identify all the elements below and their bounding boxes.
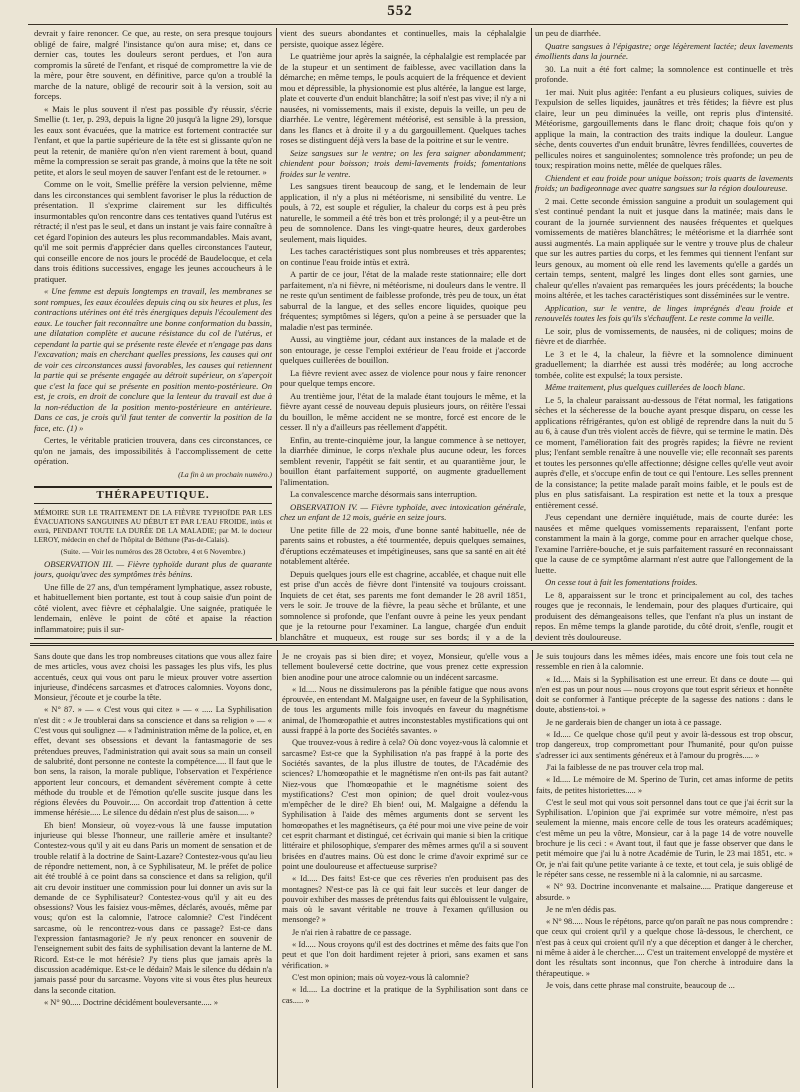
paragraph: J'ai la faiblesse de ne pas trouver cela trop mal. xyxy=(546,762,704,772)
page-number: 552 xyxy=(387,3,413,19)
paragraph: vient des sueurs abondantes et continuelles, mais la céphalalgie persiste, quoique assez légère. xyxy=(280,28,526,49)
observation-heading: OBSERVATION III. — Fièvre typhoïde durant plus de quarante jours, quoiqu'avec des symptômes très bénins. xyxy=(34,558,272,579)
paragraph: Les taches caractéristiques sont plus nombreuses et très apparentes; on continue l'eau froide intùs et extrà. xyxy=(280,246,526,267)
paragraph: Je suis toujours dans les mêmes idées, mais encore une fois tout cela ne ressemble en rien à la calomnie. xyxy=(536,652,793,672)
paragraph: Sans doute que dans les trop nombreuses citations que vous allez faire de mes articles, vous avez choisi les passages les plus vifs, les plus accentués, ceux qui vous ont paru le mieux prouver votre assertion injurieuse, d'indécens sarcasmes et d'atroces calomnies. Voyons donc, Monsieur, j'écoute et je courbe la tête. xyxy=(34,652,272,703)
upper-column-2 xyxy=(280,28,526,641)
quotation: « Mais le plus souvent il n'est pas possible d'y réussir, s'écrie Smellie (t. 1er, p. 293, depuis la ligne 20 jusqu'à la ligne 29), lorsque les eaux sont évacuées, que la matrice est fortement contractée sur l'enfant, et que la partie supérieure de la tête est si glissante qu'on ne peut la retenir, de manière qu'on n'en vient rarement à bout, quand même la compression se serait pas grande, à moins que la tête ne soit petite, et alors le seul moyen de sauver l'enfant est de le retourner. » xyxy=(34,103,272,177)
paragraph: Même traitement, plus quelques cuillerées de looch blanc. xyxy=(545,382,746,392)
paragraph: Le 3 et le 4, la chaleur, la fièvre et la somnolence diminuent graduellement; la diarrhée est aussi très modérée; au long accroche tombée, colite est expulsé; la toux persiste. xyxy=(535,348,793,380)
quotation: « Id..... La doctrine et la pratique de la Syphilisation sont dans ce cas..... » xyxy=(282,985,528,1005)
column-rule xyxy=(276,28,277,641)
paragraph: Eh bien! Monsieur, où voyez-vous là une fausse imputation injurieuse qui blesse l'honneur, une raillerie amère et insultante? Contestez-vous qu'il y ait eu dans Paris un moment de sensation et de trouble relatif à la doctrine de Saint-Lazare? Contestez-vous qu'au lieu de répondre nettement, non, à ce Syphilisateur, M. le préfet de police ait été troublé à ce point dans sa conscience et dans sa religion, qu'il ait cru devoir instituer une commission pour lui donner un avis sur la demande de ce Syphilisateur? Contestez-vous qu'il y ait eu des obsessions? Vous les faisiez vous-mêmes, déclarés, avoués, même par vous; qu'on est la calomnie, l'atroce calomnie? C'est l'indécent sarcasme, où le rencontrez-vous dans ce passage? Est-ce dans l'expression fantasmagorie? Je n'y peux renoncer en souvenir de l'enseignement subit des faits de syphilisation devant la lanterne de M. Ricord. Est-ce le mot hérésie? J'y tiens plus que jamais après la discussion académique. Est-ce le dédain? Mais le silence du dédain n'a jamais passé pour du sarcasme. Voyons vite si vous êtes plus heureux dans la seconde citation. xyxy=(34,820,272,995)
paragraph: 30. La nuit a été fort calme; la somnolence est continuelle et très profonde. xyxy=(535,63,793,84)
paragraph: On cesse tout à fait les fomentations froides. xyxy=(545,577,698,587)
paragraph: Que trouvez-vous à redire à cela? Où donc voyez-vous là calomnie et sarcasme? Est-ce que la Syphilisation n'a pas frappé à la porte des Sociétés savantes, de la plus illustre de toutes, de l'Académie des sciences? L'homœopathie et le magnétisme n'en ont-ils pas fait autant? Niez-vous que l'homœopathie et le magnétisme soient des mystifications? C'est mon opinion; de quel droit voulez-vous m'empêcher de le dire? Eh bien! oui, M. Malgaigne a défendu la Syphilisation à l'aide des mêmes arguments dont se servent les homœopathes et les magnétiseurs, ça été pour moi une vive peine de voir cet esprit charmant et distingué, cet écrivain qui manie si bien la critique littéraire et philosophique, s'emparer des mêmes armes qu'il a si souvent brisées en d'autres mains. Où est donc le crime d'avoir exprimé sur ce point une douloureuse et affectueuse surprise? xyxy=(282,738,528,871)
footnote xyxy=(34,638,272,641)
lower-column-3 xyxy=(536,652,793,1088)
upper-column-3 xyxy=(535,28,793,641)
paragraph: Certes, le véritable praticien trouvera, dans ces circonstances, ce qu'on ne jamais, des impossibilités à l'accomplissement de cette opération. xyxy=(34,435,272,466)
paragraph: 2 mai. Cette seconde émission sanguine a produit un soulagement qui s'est continué pendant la nuit et jusque dans la matinée; mais dans le courant de la journée surviennent des nausées fréquentes et quelques vomissements de matières blanchâtres; le météorisme et la diarrhée sont aussi augmentés. La main appliquée sur le ventre y trouve plus de chaleur que sur les autres parties du corps, et les femmes qui tiennent l'enfant sur leurs genoux, au moment où elle rend les lavements qu'elle a gardés un certain temps, sentent, malgré les linges dont elles sont garnies, une chaleur qu'elles n'avaient pas remarquées les jours précédents; la bouche moins altérée, et les taches caractéristiques sont disséminées sur le ventre. xyxy=(535,195,793,300)
quotation: « Id..... Le mémoire de M. Sperino de Turin, cet amas informe de petits faits, de petites historiettes..... » xyxy=(536,775,793,795)
paragraph: Les sangsues tirent beaucoup de sang, et le lendemain de leur application, il n'y a plus ni météorisme, ni sensibilité du ventre. Le pouls, à 72, est souple et régulier, la chaleur du corps est à peu près naturelle, le sommeil a été très bon et très prolongé; il y a peut-être un peu de somnolence. Dans les vingt-quatre heures, deux garderobes seulement, mais liquides. xyxy=(280,181,526,244)
paragraph: Application, sur le ventre, de linges imprégnés d'eau froide et renouvelés toutes les fois qu'ils s'échauffent. Le reste comme la veille. xyxy=(535,302,793,323)
paragraph: La convalescence marche désormais sans interruption. xyxy=(290,489,478,499)
lower-column-2 xyxy=(282,652,528,1088)
continued-note: (La fin à un prochain numéro.) xyxy=(178,469,272,479)
observation-heading: OBSERVATION IV. — Fièvre typhoïde, avec intoxication générale, chez un enfant de 12 mois, guérie en seize jours. xyxy=(280,501,526,522)
upper-column-1 xyxy=(34,28,272,641)
paragraph: Une fille de 27 ans, d'un tempérament lymphatique, assez robuste, et habituellement bien portante, est tout à coup saisie d'un point de côté violent, avec fièvre et céphalalgie. Une saignée, pratiquée le lendemain, enlève le point de côté et apaise la réaction inflammatoire; puis il sur- xyxy=(34,581,272,634)
header-rule xyxy=(28,24,788,25)
paragraph: Seize sangsues sur le ventre; on les fera saigner abondamment; chiendent pour boisson; trois demi-lavements froids; fomentations froides sur le ventre. xyxy=(280,147,526,179)
quotation: « N° 87. » — « C'est vous qui citez » — « ..... La Syphilisation n'est dit : « Je troublerai dans sa conscience et dans sa religion » — « C'est vous qui soulignez — « l'administration même de la police, et, en effet, devant ses obsessions et devant la fantasmagorie de ses prétendues preuves, l'administration qui avait sous sa main un conseil de salubrité, dont personne ne conteste la compétence..... Il faut que le bon sens, la raison, la morale publique, l'observation et l'expérience apportent leur concours, et demandent sévèrement compte à cette méthode du trouble et de l'émotion qu'elle suscite jusque dans les régions élevées du Pouvoir..... On accordait trop d'attention à cette immense hérésie..... Le silence du dédain n'est plus de saison..... » xyxy=(34,705,272,818)
paragraph: Aussi, au vingtième jour, cédant aux instances de la malade et de son entourage, je cesse l'emploi extérieur de l'eau froide et j'accorde quelques cuillerées de bouillon. xyxy=(280,334,526,365)
paragraph: un peu de diarrhée. xyxy=(535,28,601,38)
column-rule xyxy=(277,650,278,1088)
paragraph: C'est mon opinion; mais où voyez-vous là calomnie? xyxy=(292,972,470,982)
quotation: « Une femme est depuis longtemps en travail, les membranes se sont rompues, les eaux écoulées depuis cinq ou six heures et plus, les contractions utérines ont été très énergiques depuis l'écoulement des eaux. Le toucher fait reconnaître une bonne conformation du bassin, une dilatation complète et aucune résistance du col de l'utérus, et cependant la partie qui se présente reste élevée et n'engage pas dans l'excavation; mais en cherchant quelles pressions, les causes qui ont de voir ces circonstances aussi favorables, les causes qui retiennent la partie qui se présente engagée au détroit supérieur, on s'aperçoit que c'est la face qui se présente en position mento-postérieure. On est, je crois, en droit de conclure que la lenteur du travail est due à la non-réduction de la position mento-postérieure en antérieure. Dans ce cas, je crois qu'il faut tenter de convertir la position de la face, etc. (1) » xyxy=(34,286,272,433)
quotation: « N° 98..... Nous le répétons, parce qu'on paraît ne pas nous comprendre : que ceux qui croient qu'il y a quelque chose là-dessous, le cherchent, ce n'est pas à ceux qui croient qu'il n'y a que déception et danger à le chercher, ni même à aider à le chercher..... C'est un traitement enveloppé de mystère et dont les résultats sont inconnus, que l'on cherche à introduire dans la thérapeutique. » xyxy=(536,917,793,978)
paragraph: Je ne m'en dédis pas. xyxy=(546,904,617,914)
paragraph: Enfin, au trente-cinquième jour, la langue commence à se nettoyer, la diarrhée diminue, le corps n'exhale plus aucune odeur, les forces semblent revenir, l'appétit se fait sentir, et au quarantième jour, le bouillon étant parfaitement supporté, on augmente graduellement l'alimentation. xyxy=(280,434,526,487)
quotation: « Id..... Nous croyons qu'il est des doctrines et même des faits que l'on peut et que l'on doit hardiment rejeter à priori, sans examen et sans vérification. » xyxy=(282,940,528,970)
paragraph: Quatre sangsues à l'épigastre; orge légèrement lactée; deux lavements émollients dans la journée. xyxy=(535,40,793,61)
paragraph: 1er mai. Nuit plus agitée: l'enfant a eu plusieurs coliques, suivies de l'expulsion de selles liquides, jaunâtres et très fétides; la fièvre est plus claire, leur un peu diminuées la veille, ont repris plus d'intensité. Météorisme, gargouillements dans le flanc droit; chaque fois qu'on y applique la main, la contraction des traits indique la douleur. Langue sèche, dents couvertes d'un enduit brunâtre, lèvres fendillées, couvertes de pellicules noires et sanguinolentes; somnolence très profonde; un peu de toux; respiration moins nette, mêlée de quelques râles. xyxy=(535,86,793,170)
quotation: « Id..... Des faits! Est-ce que ces rêveries n'en produisent pas des montagnes? N'est-ce pas là ce qui fait leur succès et leur danger de pouvoir exhiber des masses de prétendus faits qui éblouissent le vulgaire, mais où le savant véritable ne trouve à l'examen qu'illusion ou mensonge? » xyxy=(282,874,528,925)
paragraph: Le 8, apparaissent sur le tronc et principalement au col, des taches rouges que je reconnais, le lendemain, pour des plaques d'urticaire, qui produisent des démangeaisons telles, que l'enfant n'a plus un instant de repos. En même temps la glande parotide, du côté droit, s'enfle, rougit et devient très douloureuse. xyxy=(535,589,793,641)
paragraph: devrait y faire renoncer. Ce que, au reste, on sera presque toujours obligé de faire, malgré l'insistance qu'on aura mise; et, dans ce dernier cas, toutes les douleurs seront perdues, et l'on aura compromis la sûreté de l'enfant, et risqué de compromettre la vie de la mère, pour être souvent, en définitive, parce qu'on a troublé la marche de la nature, obligé de recourir soit à la version, soit au forceps. xyxy=(34,28,272,101)
lower-column-1 xyxy=(34,652,272,1088)
paragraph: Une petite fille de 22 mois, d'une bonne santé habituelle, née de parents sains et robustes, a été tourmentée, depuis quelques semaines, d'éruptions eczémateuses et impétigineuses, sans que sa santé en ait été notablement altérée. xyxy=(280,524,526,566)
paragraph: Le 5, la chaleur paraissant au-dessous de l'état normal, les fatigations sèches et la sécheresse de la bouche ayant presque disparu, on cesse les applications réfrigérantes, qu'on est obligé de reprendre dans la nuit du 5 au 6, à cause d'un très violent accès de fièvre, qui se termine le matin. Dès ce moment, l'amélioration fait des progrès rapides; la fièvre ne revient plus; l'enfant semble renaître à une nouvelle vie; elle reconnaît ses parents et toutes les personnes qu'elle affectionne; désigne celles qu'elle veut avoir auprès d'elle, et s'occupe enfin de tout ce qui l'entoure. Les selles prennent de la consistance; la petite malade paraît moins faible, et le pouls est de plus en plus satisfaisant. La respiration est nette et la toux a presque entièrement cessé. xyxy=(535,394,793,510)
paragraph: Depuis quelques jours elle est chagrine, accablée, et chaque nuit elle est prise d'un accès de fièvre dont l'intensité va toujours croissant. Inquiets de cet état, ses parents me font demander le 28 avril 1851, vers le soir. Je trouve de la fièvre, la peau sèche et brûlante, et une somnolence si profonde, que l'enfant ouvre à peine les yeux pendant que je la retourne pour l'examiner. La langue, chargée d'un enduit blanchâtre et muqueux, est rouge sur ses bords; il y a de la xyxy=(280,568,526,641)
paragraph: Au trentième jour, l'état de la malade étant toujours le même, et la fièvre ayant cessé de nouveau depuis plusieurs jours, on réitère l'essai du bouillon, le même accident ne se montre, forcé est encore de le cesser. Il n'y a d'ailleurs pas réellement d'appétit. xyxy=(280,390,526,432)
quotation: « Id..... Mais si la Syphilisation est une erreur. Et dans ce doute — qui n'en est pas un pour nous — nous croyons que tout esprit sérieux et honnête doit se conformer à l'antique précepte de la sagesse des nations : dans le doute, abstiens-toi. » xyxy=(536,674,793,715)
paragraph: Le soir, plus de vomissements, de nausées, ni de coliques; moins de fièvre et de diarrhée. xyxy=(535,325,793,346)
quotation: « N° 90..... Doctrine décidément bouleversante..... » xyxy=(44,997,219,1007)
paragraph: A partir de ce jour, l'état de la malade reste stationnaire; elle dort parfaitement, n'a ni fièvre, ni météorisme, ni douleurs dans le ventre. Il ne reste qu'un sentiment de faiblesse profonde, très peu de toux, un état saburral de la langue, et des selles encore liquides, quoique peu fréquentes; symptômes si légers, qu'on a peine à se persuader que la maladie n'est pas terminée. xyxy=(280,269,526,332)
paragraph: Je n'ai rien à rabattre de ce passage. xyxy=(292,927,412,937)
section-separator xyxy=(30,643,794,646)
paragraph: J'eus cependant une dernière inquiétude, mais de courte durée: les nausées et même quelques vomissements reparaissent, l'enfant porte constamment la main à la gorge, comme pour en arracher quelque chose, l'examine l'arrière-bouche, et je suis parfaitement rassuré en reconnaissant que la cause de ce symptôme alarmant n'est autre que l'allongement de la luette. xyxy=(535,512,793,575)
quotation: « Id..... Ce quelque chose qu'il peut y avoir là-dessous est trop obscur, trop dangereux, trop compromettant pour l'humanité, pour qu'on puisse s'adresser ici aux sentiments généreux et à l'amour du progrès..... » xyxy=(536,730,793,760)
quotation: « N° 93. Doctrine inconvenante et malsaine..... Pratique dangereuse et absurde. » xyxy=(536,882,793,902)
paragraph: Je vois, dans cette phrase mal construite, beaucoup de ... xyxy=(546,980,735,990)
paragraph: Chiendent et eau froide pour unique boisson; trois quarts de lavements froids; un badigeonnage avec quatre sangsues sur la région douloureuse. xyxy=(535,172,793,193)
paragraph: La fièvre revient avec assez de violence pour nous y faire renoncer pour quelque temps encore. xyxy=(280,367,526,388)
memoir-subheading: (Suite. — Voir les numéros des 28 Octobre, 4 et 6 Novembre.) xyxy=(60,546,246,556)
paragraph: Comme on le voit, Smellie préfère la version pelvienne, même dans les circonstances qui semblent favoriser le plus la réduction de présentation. Il s'exprime clairement sur les difficultés insurmontables qu'on rencontre dans ces tentatives quand l'utérus est rétracté; il n'est pas le seul, et dans un instant je vais faire connaître à cet égard l'opinion des auteurs les plus recommandables. Mais avant, qu'il me soit permis d'apprécier dans quelles circonstances l'auteur, qui conseille encore de nos jours le procédé de Baudelocque, et cela dans trois éditions successives, engage les jeunes accoucheurs à le pratiquer. xyxy=(34,179,272,284)
column-rule xyxy=(532,650,533,1088)
column-rule xyxy=(531,28,532,641)
paragraph: Je ne garderais bien de changer un iota à ce passage. xyxy=(546,717,722,727)
quotation: « Id..... Nous ne dissimulerons pas la pénible fatigue que nous avons éprouvée, en entendant M. Malgaigne user, en faveur de la Syphilisation, de tous les arguments mille fois invoqués en faveur du magnétisme animal, de l'homœopathie et autres inconstestables mystifications qui ont aussi frappé à la porte des Sociétés savantes. » xyxy=(282,684,528,736)
paragraph: C'est le seul mot qui vous soit personnel dans tout ce que j'ai écrit sur la Syphilisation. L'opinion que j'ai exprimée sur votre mémoire, n'est pas seulement la mienne, mais encore celle de tous les orateurs académiques; c'est même un peu la vôtre, Monsieur, car à la page 14 de votre nouvelle brochure je lis ceci : « Avant tout, il faut que je fasse observer que dans le petit mémoire que j'ai lu à notre Académie de Turin, le 23 mai 1851, etc. » Or, je n'ai fait qu'une petite variante à ce texte, et tout cela, je suis obligé de le répéter sans cesse, ne ressemble ni à la calomnie, ni au sarcasme. xyxy=(536,797,793,879)
paragraph: Je ne croyais pas si bien dire; et voyez, Monsieur, qu'elle vous a tellement bouleversé cette doctrine, que vous prenez cette expression bien anodine pour une atroce calomnie ou un indécent sarcasme. xyxy=(282,652,528,682)
col1-body xyxy=(34,28,272,467)
section-title: THÉRAPEUTIQUE. xyxy=(34,486,272,504)
paragraph: Le quatrième jour après la saignée, la céphalalgie est remplacée par de la stupeur et un sentiment de faiblesse, avec vacillation dans la démarche; en même temps, le pouls acquiert de la fréquence et devient mou et dépressible, la physionomie est plus altérée, la langue est large, plate et couverte d'un enduit blanchâtre; la soif n'est pas vive; il n'y a ni nausées, ni vomissements, mais il existe, depuis la veille, un peu de diarrhée. Le ventre, légèrement météorisé, est sensible à la pression, dans les flancs et à droite il y a du gargouillement. Quelques taches roses se distinguent déjà vers la base de la poitrine et sur le ventre. xyxy=(280,51,526,145)
memoir-heading: MÉMOIRE SUR LE TRAITEMENT DE LA FIÈVRE TYPHOÏDE PAR LES ÉVACUATIONS SANGUINES AU DÉBUT ET PAR L'EAU FROIDE, intùs et extrà, PENDANT TOUTE LA DURÉE DE LA MALADIE; par M. le docteur LEROY, médecin en chef de l'hôpital de Béthune (Pas-de-Calais). xyxy=(34,507,272,544)
